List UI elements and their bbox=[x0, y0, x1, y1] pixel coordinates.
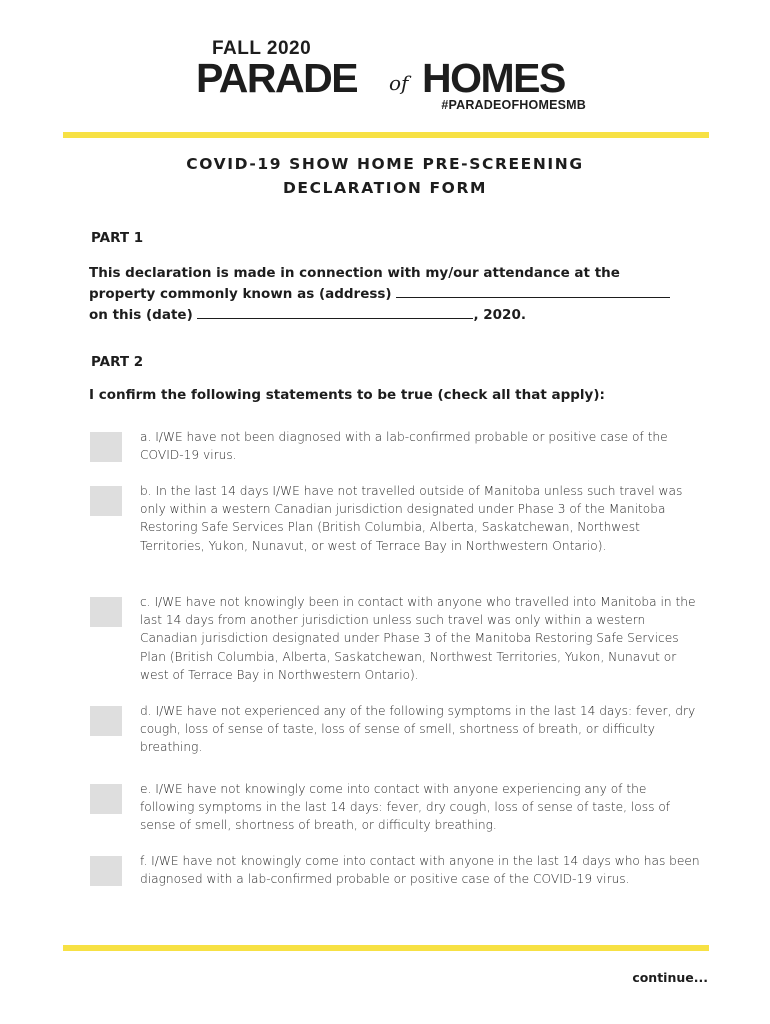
declaration-line-3 bbox=[89, 305, 689, 326]
statement-b-checkbox[interactable] bbox=[90, 486, 122, 516]
form-title bbox=[0, 152, 770, 200]
statement-f-checkbox[interactable] bbox=[90, 856, 122, 886]
statement-d-text: d. I/WE have not experienced any of the following symptoms in the last 14 days: fever, dry cough, loss of sense of taste, loss of sense of smell, shortness of breath, or difficulty breathing. bbox=[140, 704, 696, 755]
statement-c-checkbox[interactable] bbox=[90, 597, 122, 627]
address-field[interactable] bbox=[396, 285, 670, 298]
form-title-line-1: COVID-19 SHOW HOME PRE-SCREENING bbox=[186, 155, 584, 173]
statement-c-text: c. I/WE have not knowingly been in contact with anyone who travelled into Manitoba in the last 14 days from another jurisdiction unless such travel was only within a western Canadian jurisdiction designated under Phase 3 of the Manitoba Restoring Safe Services Plan (British Columbia, Alberta, Saskatchewan, Northwest Territories, Yukon, Nunavut or west of Terrace Bay in Northwestern Ontario). bbox=[140, 595, 696, 682]
logo-word-of: of bbox=[389, 71, 409, 95]
statement-f-text: f. I/WE have not knowingly come into contact with anyone in the last 14 days who has been diagnosed with a lab-confirmed probable or positive case of the COVID-19 virus. bbox=[140, 854, 700, 887]
form-title-line-2: DECLARATION FORM bbox=[282, 179, 488, 197]
logo-word-homes: HOMES bbox=[422, 55, 565, 101]
logo-hashtag: #PARADEOFHOMESMB bbox=[441, 98, 586, 112]
bottom-yellow-divider bbox=[63, 945, 709, 951]
part-1-heading: PART 1 bbox=[91, 230, 144, 246]
statement-a-checkbox[interactable] bbox=[90, 432, 122, 462]
year-suffix: , 2020. bbox=[473, 307, 526, 323]
declaration-line-2 bbox=[89, 284, 689, 305]
statement-e-checkbox[interactable] bbox=[90, 784, 122, 814]
logo-word-parade: PARADE bbox=[196, 55, 358, 101]
parade-of-homes-logo bbox=[196, 38, 596, 116]
statement-b-text: b. In the last 14 days I/WE have not travelled outside of Manitoba unless such travel was only within a western Canadian jurisdiction designated under Phase 3 of the Manitoba Restoring Safe Services Plan (British Columbia, Alberta, Saskatchewan, Northwest Territories, Yukon, Nunavut, or west of Terrace Bay in Northwestern Ontario). bbox=[140, 484, 683, 553]
part-2-heading: PART 2 bbox=[91, 354, 144, 370]
date-label: on this (date) bbox=[89, 307, 198, 323]
address-label: property commonly known as (address) bbox=[89, 286, 397, 302]
logo-season: FALL 2020 bbox=[212, 38, 312, 59]
date-field[interactable] bbox=[197, 306, 473, 319]
top-yellow-divider bbox=[63, 132, 709, 138]
continue-label: continue... bbox=[632, 970, 708, 985]
statement-d-checkbox[interactable] bbox=[90, 706, 122, 736]
attendance-declaration bbox=[89, 263, 689, 326]
declaration-line-1: This declaration is made in connection with my/our attendance at the bbox=[89, 265, 620, 281]
statement-e-text: e. I/WE have not knowingly come into contact with anyone experiencing any of the following symptoms in the last 14 days: fever, dry cough, loss of sense of taste, loss of sense of smell, shortness of breath, or difficulty breathing. bbox=[140, 782, 671, 833]
statement-a-text: a. I/WE have not been diagnosed with a lab-confirmed probable or positive case of the COVID-19 virus. bbox=[140, 430, 668, 463]
confirm-instruction: I confirm the following statements to be true (check all that apply): bbox=[89, 387, 605, 403]
